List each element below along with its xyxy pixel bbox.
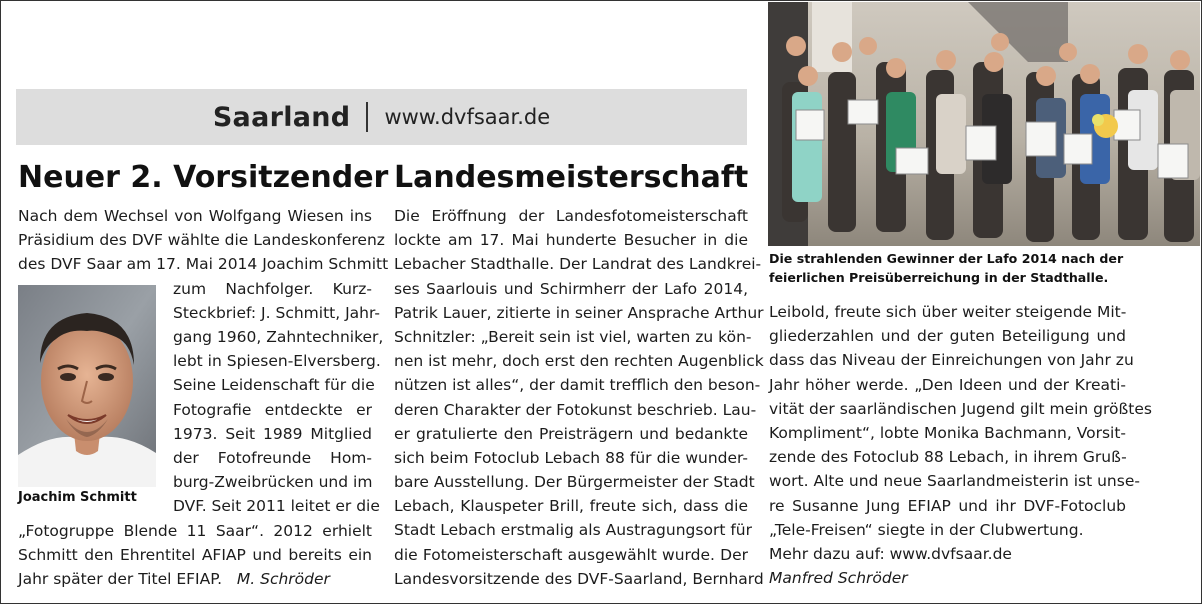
article2-line: ses Saarlouis und Schirmherr der Lafo 2014, [394, 279, 748, 298]
article2-line: nützen ist alles“, der damit trefflich den beson- [394, 376, 761, 395]
article2-more-link: Mehr dazu auf: www.dvfsaar.de [769, 544, 1012, 563]
article2-line: re Susanne Jung EFIAP und ihr DVF-Fotoclub [769, 496, 1126, 515]
article2-line: die Fotomeisterschaft ausgewählt wurde. Der [394, 545, 748, 564]
article2-line: Die Eröffnung der Landesfotomeisterschaft [394, 207, 748, 225]
article2-line: Patrik Lauer, zitierte in seiner Ansprache Arthur [394, 303, 764, 322]
region-title: Saarland [212, 101, 351, 133]
portrait-image [18, 285, 156, 487]
article2-line: Stadt Lebach erstmalig als Austragungsort für [394, 521, 752, 540]
article2-line: wort. Alte und neue Saarlandmeisterin ist unse- [769, 472, 1140, 491]
article1-line: burg-Zweibrücken und im [173, 473, 373, 492]
article2-line: Jahr höher werde. „Den Ideen und der Kreati- [769, 375, 1126, 394]
article2-author: Manfred Schröder [769, 569, 908, 588]
article2-line: nen ist mehr, doch erst den rechten Augenblick [394, 352, 764, 371]
article1-line: Schmitt den Ehrentitel AFIAP und bereits ein [18, 545, 372, 564]
article1-line: lebt in Spiesen-Elversberg. [173, 352, 381, 371]
article1-headline: Neuer 2. Vorsitzender [18, 160, 389, 195]
article1-author: M. Schröder [236, 569, 330, 588]
article2-line: „Tele-Freisen“ siegte in der Clubwertung. [769, 520, 1084, 539]
article1-body-bottom [18, 519, 372, 592]
article2-line: Landesvorsitzende des DVF-Saarland, Bernhard [394, 569, 764, 588]
article2-line: Schnitzler: „Bereit sein ist viel, warten zu kön- [394, 327, 752, 346]
article2-line: bare Ausstellung. Der Bürgermeister der Stadt [394, 473, 755, 492]
group-photo-image [768, 2, 1200, 246]
article1-line: gang 1960, Zahntechniker, [173, 327, 384, 346]
article2-line: Kompliment“, lobte Monika Bachmann, Vorsit- [769, 423, 1127, 442]
article2-line: Leibold, freute sich über weiter steigende Mit- [769, 303, 1127, 321]
article1-line: 1973. Seit 1989 Mitglied [173, 424, 372, 443]
photo-caption-line: feierlichen Preisüberreichung in der Stadthalle. [769, 269, 1109, 285]
photo-caption [769, 250, 1199, 287]
article1-body-wrap [173, 277, 384, 519]
article1-line: Nach dem Wechsel von Wolfgang Wiesen ins [18, 207, 372, 225]
article1-line: Seine Leidenschaft für die [173, 376, 375, 395]
article2-line: lockte am 17. Mai hunderte Besucher in die [394, 231, 748, 250]
article1-line: der Fotofreunde Hom- [173, 448, 372, 467]
portrait-photo [18, 285, 156, 487]
article2-line: sich beim Fotoclub Lebach 88 für die wunder- [394, 448, 748, 467]
article2-column-1 [394, 204, 764, 591]
article1-line: Präsidium des DVF wählte die Landeskonferenz [18, 231, 385, 250]
article1-body-top [18, 204, 389, 277]
article1-line: DVF. Seit 2011 leitet er die [173, 497, 380, 516]
article1-line: Fotografie entdeckte er [173, 400, 372, 419]
article2-line: deren Charakter der Fotokunst beschrieb. Lau- [394, 400, 757, 419]
section-banner [16, 89, 747, 145]
article2-headline: Landesmeisterschaft [394, 160, 749, 195]
article2-line: gliederzahlen und der guten Beteiligung und [769, 327, 1126, 346]
article2-line: Lebacher Stadthalle. Der Landrat des Landkrei- [394, 255, 762, 274]
article1-line: des DVF Saar am 17. Mai 2014 Joachim Schmitt [18, 255, 389, 274]
article2-column-2 [769, 300, 1152, 590]
banner-divider [366, 102, 368, 132]
photo-caption-line: Die strahlenden Gewinner der Lafo 2014 nach der [769, 251, 1124, 266]
portrait-caption: Joachim Schmitt [18, 490, 137, 505]
article1-line: Jahr später der Titel EFIAP. [18, 569, 223, 588]
article1-line: Steckbrief: J. Schmitt, Jahr- [173, 303, 380, 322]
group-photo [768, 2, 1200, 246]
article2-line: er gratulierte den Preisträgern und bedankte [394, 424, 748, 443]
region-url: www.dvfsaar.de [384, 105, 551, 129]
article1-line: zum Nachfolger. Kurz- [173, 279, 372, 298]
article1-last-line [18, 567, 372, 591]
article2-line: zende des Fotoclub 88 Lebach, in ihrem Gruß- [769, 448, 1127, 467]
article2-line: Lebach, Klauspeter Brill, freute sich, dass die [394, 497, 748, 516]
article2-line: vität der saarländischen Jugend gilt mein größtes [769, 399, 1152, 418]
article2-line: dass das Niveau der Einreichungen von Jahr zu [769, 351, 1134, 370]
article1-line: „Fotogruppe Blende 11 Saar“. 2012 erhielt [18, 521, 372, 540]
